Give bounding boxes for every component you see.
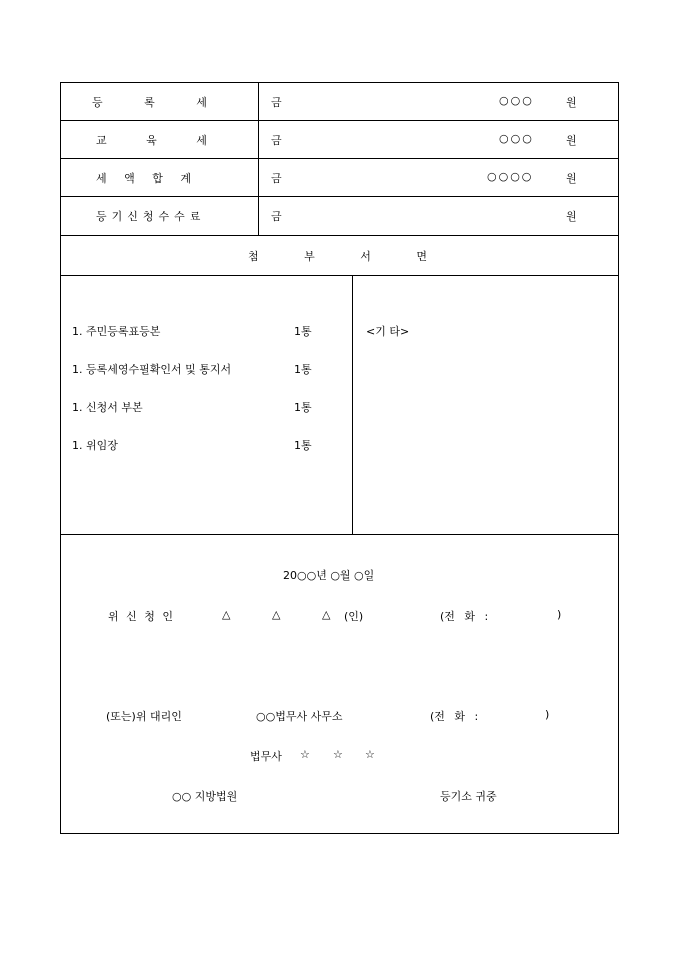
lawyer-mark: ☆ — [333, 748, 343, 761]
fee-label: 교 육 세 — [96, 134, 207, 147]
fee-amount: ○○○ — [499, 132, 534, 145]
agent-office: ○○법무사 사무소 — [256, 710, 343, 723]
agent-phone-label: (전 화 : — [430, 710, 479, 723]
row-divider — [60, 120, 619, 121]
applicant-phone-label: (전 화 : — [440, 610, 489, 623]
agent-phone-close: ) — [545, 708, 550, 721]
applicant-label: 위 신 청 인 — [108, 610, 173, 623]
lawyer-mark: ☆ — [365, 748, 375, 761]
attachments-bottom-divider — [60, 534, 619, 535]
fee-label: 등기신청수수료 — [96, 210, 206, 223]
fee-amount: ○○○○ — [487, 170, 534, 183]
fee-label: 세 액 합 계 — [96, 172, 191, 185]
agent-label: (또는)위 대리인 — [106, 710, 182, 723]
fee-label: 등 록 세 — [92, 96, 207, 109]
applicant-mark: △ — [272, 608, 281, 621]
court-name: ○○ 지방법원 — [172, 790, 238, 803]
row-divider — [60, 196, 619, 197]
attachment-item-name: 1. 주민등록표등본 — [72, 325, 161, 338]
fee-unit: 원 — [566, 210, 577, 223]
fee-prefix: 금 — [271, 96, 282, 109]
attachment-item-count: 1통 — [294, 401, 312, 414]
row-divider — [60, 158, 619, 159]
fee-prefix: 금 — [271, 134, 282, 147]
fee-unit: 원 — [566, 134, 577, 147]
seal-mark: (인) — [344, 610, 364, 623]
fee-prefix: 금 — [271, 210, 282, 223]
attachment-item-count: 1통 — [294, 325, 312, 338]
attachment-item-count: 1통 — [294, 439, 312, 452]
registry-name: 등기소 귀중 — [440, 790, 497, 803]
fee-prefix: 금 — [271, 172, 282, 185]
lawyer-label: 법무사 — [250, 750, 282, 763]
attachments-header-divider — [60, 275, 619, 276]
fee-unit: 원 — [566, 96, 577, 109]
fee-column-divider — [258, 82, 259, 235]
application-date: 20○○년 ○월 ○일 — [283, 569, 375, 582]
fee-amount: ○○○ — [499, 94, 534, 107]
attachment-item-name: 1. 신청서 부본 — [72, 401, 143, 414]
fee-unit: 원 — [566, 172, 577, 185]
applicant-phone-close: ) — [557, 608, 562, 621]
attachments-title: 첨 부 서 면 — [248, 250, 427, 263]
attachment-item-name: 1. 등록세영수필확인서 및 통지서 — [72, 363, 232, 376]
attachment-item-count: 1통 — [294, 363, 312, 376]
attachments-column-divider — [352, 275, 353, 534]
applicant-mark: △ — [322, 608, 331, 621]
applicant-mark: △ — [222, 608, 231, 621]
row-divider — [60, 235, 619, 236]
lawyer-mark: ☆ — [300, 748, 310, 761]
attachment-item-name: 1. 위임장 — [72, 439, 118, 452]
other-label: <기 타> — [366, 325, 410, 338]
